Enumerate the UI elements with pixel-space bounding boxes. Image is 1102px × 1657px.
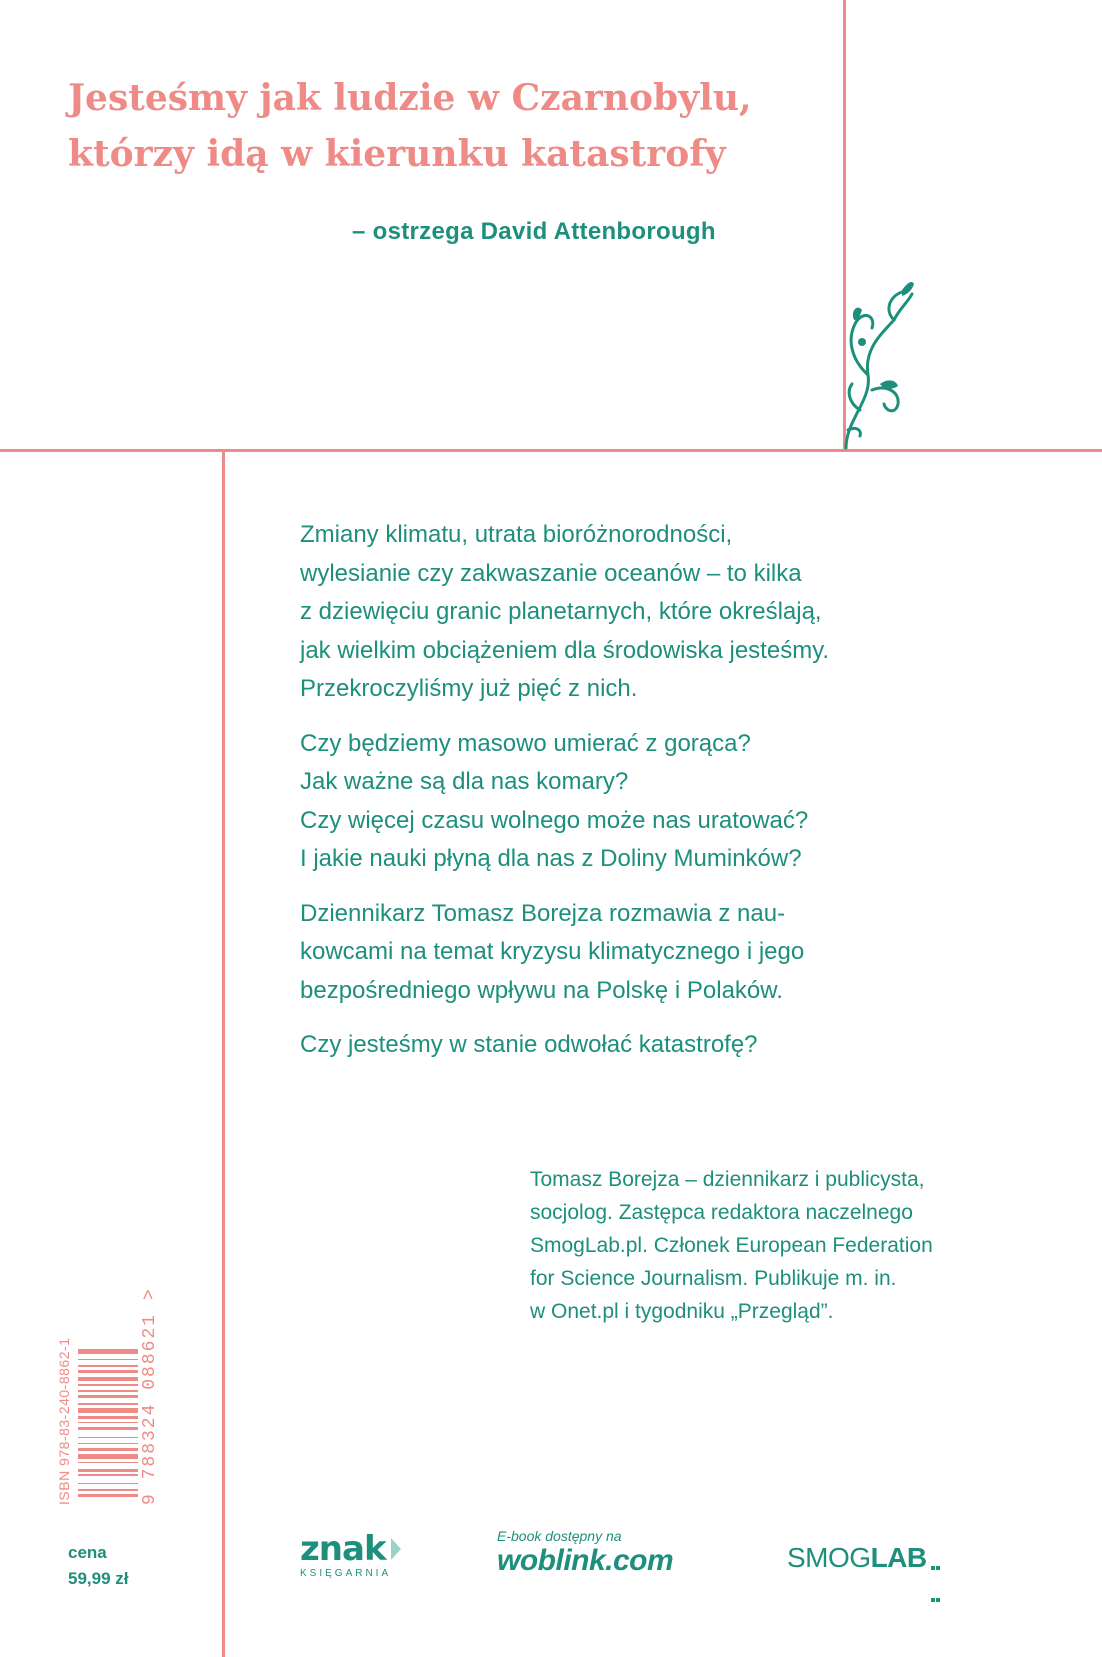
description <box>300 516 1020 1081</box>
barcode-bar <box>78 1359 138 1361</box>
barcode-bar <box>78 1448 138 1451</box>
woblink-logo <box>497 1528 673 1578</box>
text-line: kowcami na temat kryzysu klimatycznego i jego <box>300 938 805 965</box>
barcode-bar <box>78 1408 138 1413</box>
floral-vine-icon <box>842 280 914 450</box>
barcode-bar <box>78 1349 138 1354</box>
barcode-bar <box>78 1437 138 1439</box>
barcode-bar <box>78 1462 138 1464</box>
barcode-bar <box>78 1469 138 1472</box>
quote-attribution: – ostrzega David Attenborough <box>352 218 716 245</box>
barcode-bar <box>78 1494 138 1497</box>
barcode-bar <box>78 1427 138 1430</box>
bio-line: for Science Journalism. Publikuje m. in. <box>530 1267 897 1290</box>
text-line: Czy więcej czasu wolnego może nas uratować? <box>300 806 809 834</box>
barcode-bar <box>78 1384 138 1386</box>
text-line: jak wielkim obciążeniem dla środowiska jesteśmy. <box>300 636 830 664</box>
barcode-bar <box>78 1395 138 1398</box>
text-line: Jak ważne są dla nas komary? <box>300 768 629 795</box>
barcode-bars <box>78 1297 138 1497</box>
isbn-label: ISBN 978-83-240-8862-1 <box>56 1337 72 1505</box>
barcode-bar <box>78 1454 138 1459</box>
horizontal-divider <box>0 449 1102 452</box>
text-line: bezpośredniego wpływu na Polskę i Polaków. <box>300 976 783 1004</box>
smoglab-logo <box>787 1542 943 1610</box>
price-block <box>68 1540 129 1592</box>
quote-line-1: Jesteśmy jak ludzie w Czarnobylu, <box>68 77 752 119</box>
paragraph-1 <box>300 516 1020 709</box>
text-line: Czy będziemy masowo umierać z gorąca? <box>300 729 751 757</box>
text-line: Dziennikarz Tomasz Borejza rozmawia z nau- <box>300 899 786 927</box>
barcode-bar <box>78 1370 138 1373</box>
ean-digits: 9 788324 088621 > <box>140 1287 160 1505</box>
bio-line: SmogLab.pl. Członek European Federation <box>530 1234 933 1257</box>
barcode-bar <box>78 1365 138 1367</box>
smoglab-logo-light: SMOG <box>787 1542 871 1573</box>
barcode-rotated <box>56 1275 166 1505</box>
smoglab-dots-icon <box>931 1546 943 1610</box>
smoglab-logo-bold: LAB <box>870 1542 927 1573</box>
barcode-bar <box>78 1483 138 1485</box>
bio-line: socjolog. Zastępca redaktora naczelnego <box>530 1201 913 1224</box>
znak-logo-sub: KSIĘGARNIA <box>300 1568 392 1579</box>
isbn-barcode <box>56 1275 166 1505</box>
price-value: 59,99 zł <box>68 1569 129 1588</box>
paragraph-3 <box>300 895 1020 1011</box>
text-line: Przekroczyliśmy już pięć z nich. <box>300 675 638 702</box>
text-line: wylesianie czy zakwaszanie oceanów – to kilka <box>300 559 802 587</box>
barcode-bar <box>78 1377 138 1382</box>
text-line: I jakie nauki płyną dla nas z Doliny Muminków? <box>300 845 802 872</box>
headline-quote <box>68 70 828 182</box>
bio-line: Tomasz Borejza – dziennikarz i publicysta, <box>530 1168 925 1191</box>
barcode-bar <box>78 1416 138 1419</box>
barcode-bar <box>78 1443 138 1445</box>
bio-line: w Onet.pl i tygodniku „Przegląd”. <box>530 1300 834 1323</box>
barcode-bar <box>78 1474 138 1476</box>
znak-logo <box>300 1529 392 1579</box>
barcode-bar <box>78 1422 138 1424</box>
price-label: cena <box>68 1543 107 1562</box>
paragraph-4 <box>300 1026 1020 1065</box>
paragraph-2 <box>300 725 1020 879</box>
barcode-bar <box>78 1489 138 1491</box>
text-line: Zmiany klimatu, utrata bioróżnorodności, <box>300 521 733 548</box>
text-line: z dziewięciu granic planetarnych, które określają, <box>300 598 822 625</box>
text-line: Czy jesteśmy w stanie odwołać katastrofę? <box>300 1031 758 1058</box>
woblink-caption: E-book dostępny na <box>497 1528 622 1544</box>
barcode-bar <box>78 1390 138 1392</box>
vertical-line-bottom <box>222 451 225 1657</box>
barcode-bar <box>78 1403 138 1405</box>
znak-logo-main: znak <box>300 1532 391 1566</box>
author-bio <box>530 1163 1050 1328</box>
woblink-wordmark: woblink.com <box>497 1544 674 1577</box>
quote-line-2: którzy idą w kierunku katastrofy <box>68 133 726 175</box>
